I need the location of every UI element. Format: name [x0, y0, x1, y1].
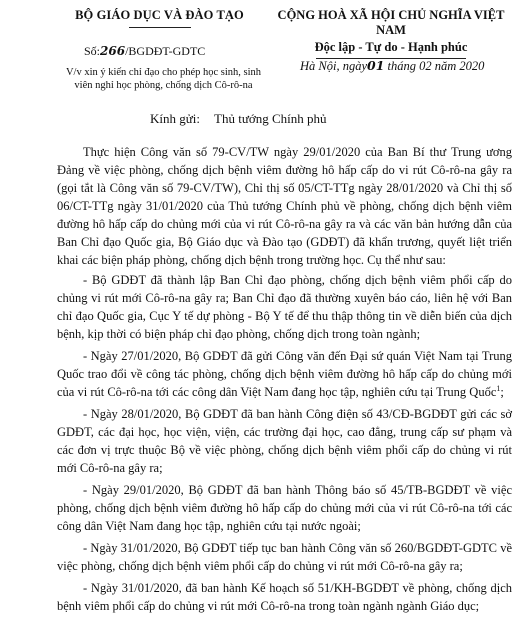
place-date-suffix: tháng 02 năm 2020 [384, 59, 485, 73]
doc-number-suffix: /BGDĐT-GDTC [125, 44, 206, 58]
country-name: CỘNG HOÀ XÃ HỘI CHỦ NGHĨA VIỆT NAM [277, 8, 505, 37]
salutation [150, 111, 327, 127]
letter-body [57, 143, 512, 617]
doc-number-handwritten: 266 [100, 44, 126, 58]
footnote-suffix: ; [500, 385, 504, 399]
body-paragraph-intro: Thực hiện Công văn số 79-CV/TW ngày 29/01/2020 của Ban Bí thư Trung ương Đảng về việc phòng, chống dịch bệnh viêm đường hô hấp cấp do vi rút Cô-rô-na gây ra (gọi tắt là Công văn số 79-CV/TW), Chỉ thị số 05/CT-TTg ngày 28/01/2020 và Chỉ thị số 06/CT-TTg ngày 31/01/2020 của Thủ tướng Chính phủ về phòng, chống dịch bệnh viêm đường hô hấp cấp do chủng mới của vi rút Cô-rô-na gây ra và các văn bản hướng dẫn của Ban Chỉ đạo Quốc gia, Bộ Giáo dục và Đào tạo (GDĐT) đã khẩn trương, quyết liệt triển khai các biện pháp phòng, chống dịch bệnh trong trường học. Cụ thể như sau: [57, 145, 512, 267]
day-handwritten: 01 [367, 58, 385, 73]
body-paragraph-item-4: - Ngày 29/01/2020, Bộ GDĐT đã ban hành Thông báo số 45/TB-BGDĐT về việc phòng, chống dịch bệnh viêm đường hô hấp cấp do chủng mới của vi rút Cô-rô-na tới các công dân Việt Nam đang học tập, nghiên cứu tại nước ngoài; [57, 483, 512, 533]
item-2-text: - Ngày 27/01/2020, Bộ GDĐT đã gửi Công văn đến Đại sứ quán Việt Nam tại Trung Quốc trao đổi về công tác phòng, chống dịch bệnh viêm đường hô hấp cấp do chủng mới của vi rút Cô-rô-na tới các công dân Việt Nam đang học tập, nghiên cứu tại Trung Quốc [57, 349, 512, 399]
body-paragraph-item-5: - Ngày 31/01/2020, Bộ GDĐT tiếp tục ban hành Công văn số 260/BGDĐT-GDTC về việc phòng, chống dịch bệnh viêm phổi cấp do chủng vi rút mới Cô-rô-na gây ra; [57, 541, 512, 573]
footnote-marker: 1 [496, 383, 501, 393]
place-and-date [300, 58, 484, 74]
body-paragraph-item-6: - Ngày 31/01/2020, đã ban hành Kế hoạch số 51/KH-BGDĐT về phòng, chống dịch bệnh viêm phổi cấp do chủng vi rút mới Cô-rô-na trong toàn ngành ngành Giáo dục; [57, 581, 512, 613]
national-motto: Độc lập - Tự do - Hạnh phúc [314, 40, 468, 54]
national-header [262, 8, 520, 59]
place-date-prefix: Hà Nội, ngày [300, 59, 368, 73]
issuer-block [52, 8, 267, 28]
doc-number-prefix: Số: [84, 44, 101, 58]
ministry-underline [129, 27, 191, 28]
body-paragraph-item-3: - Ngày 28/01/2020, Bộ GDĐT đã ban hành Công điện số 43/CĐ-BGDĐT gửi các sở GDĐT, các đại học, học viện, viện, các trường đại học, cao đẳng, trung cấp sư phạm và các đơn vị trực thuộc Bộ về việc phòng, chống dịch bệnh viêm phổi cấp do chủng vi rút mới Cô-rô-na gây ra; [57, 407, 512, 475]
document-subject: V/v xin ý kiến chỉ đạo cho phép học sinh, sinh viên nghỉ học phòng, chống dịch Cô-rô-na [65, 67, 262, 91]
body-paragraph-item-1: - Bộ GDĐT đã thành lập Ban Chỉ đạo phòng, chống dịch bệnh viêm phổi cấp do chủng vi rút mới Cô-rô-na gây ra; Ban Chỉ đạo đã thường xuyên báo cáo, liên hệ với Ban chỉ đạo Quốc gia, Cục Y tế dự phòng - Bộ Y tế để thu thập thông tin về diễn biến của dịch bệnh, kịp thời có biện pháp chỉ đạo phòng, chống dịch trong toàn ngành; [57, 273, 512, 341]
salutation-label: Kính gửi: [150, 111, 201, 126]
ministry-name: BỘ GIÁO DỤC VÀ ĐÀO TẠO [75, 8, 244, 22]
document-number [84, 44, 205, 59]
body-paragraph-item-2 [57, 347, 512, 401]
salutation-recipient: Thủ tướng Chính phủ [214, 111, 327, 126]
